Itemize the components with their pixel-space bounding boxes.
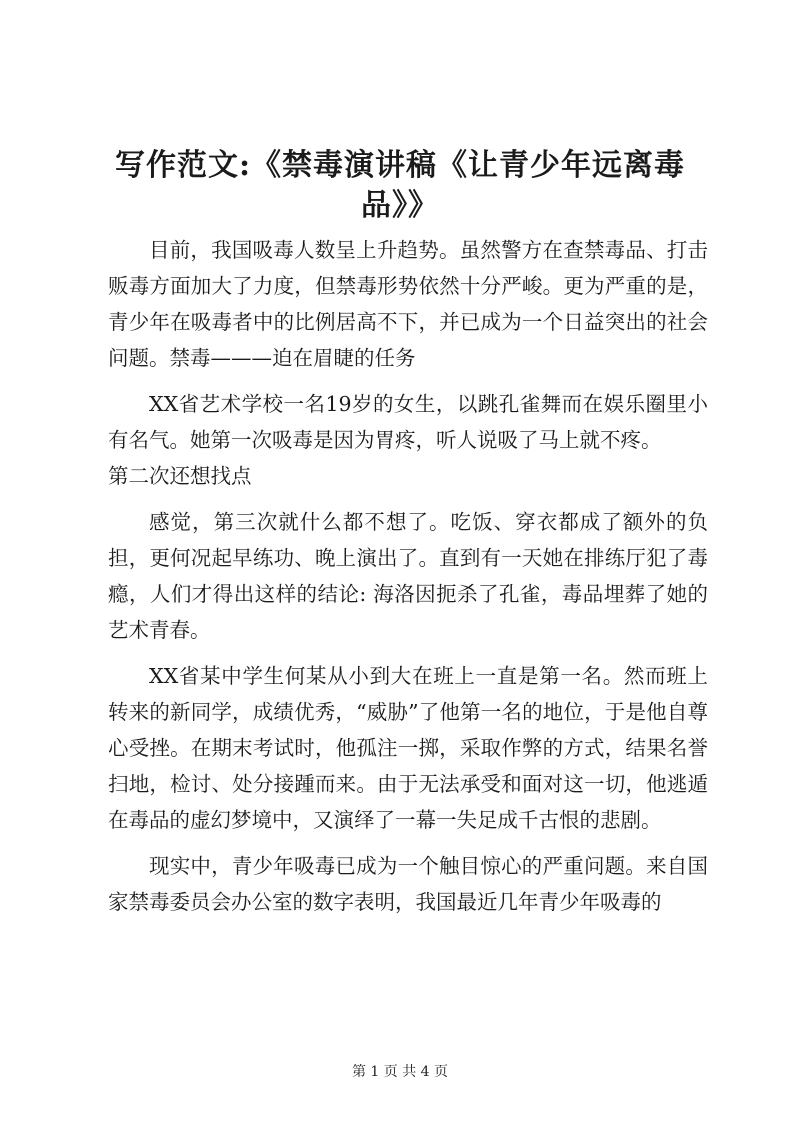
paragraph-second-time: 第二次还想找点	[108, 464, 252, 488]
document-title: 写作范文:《禁毒演讲稿《让青少年远离毒品》》	[114, 148, 686, 223]
paragraph-reality: 现实中，青少年吸毒已成为一个触目惊心的严重问题。来自国家禁毒委员会办公室的数字表明，我国最近几年青少年吸毒的	[108, 854, 708, 914]
paragraph-drug-situation: 目前，我国吸毒人数呈上升趋势。虽然警方在查禁毒品、打击贩毒方面加大了力度，但禁毒形势依然十分严峻。更为严重的是，青少年在吸毒者中的比例居高不下，并已成为一个日益突出的社会问题。禁毒———迫在眉睫的任务	[108, 238, 708, 370]
paragraph-third-time: 感觉，第三次就什么都不想了。吃饭、穿衣都成了额外的负担，更何况起早练功、晚上演出了。直到有一天她在排练厅犯了毒瘾，人们才得出这样的结论: 海洛因扼杀了孔雀，毒品埋葬了她的艺术青春。	[108, 510, 708, 642]
document-body	[108, 232, 708, 930]
paragraph-peacock-dancer: XX省艺术学校一名19岁的女生，以跳孔雀舞而在娱乐圈里小有名气。她第一次吸毒是因为胃疼，听人说吸了马上就不疼。	[108, 392, 708, 452]
page-number-footer: 第 1 页 共 4 页	[351, 1064, 449, 1080]
paragraph-student-story: XX省某中学生何某从小到大在班上一直是第一名。然而班上转来的新同学，成绩优秀，“威胁”了他第一名的地位，于是他自尊心受挫。在期末考试时，他孤注一掷，采取作弊的方式，结果名誉扫地，检讨、处分接踵而来。由于无法承受和面对这一切，他逃遁在毒品的虚幻梦境中，又演绎了一幕一失足成千古恨的悲剧。	[108, 664, 708, 832]
